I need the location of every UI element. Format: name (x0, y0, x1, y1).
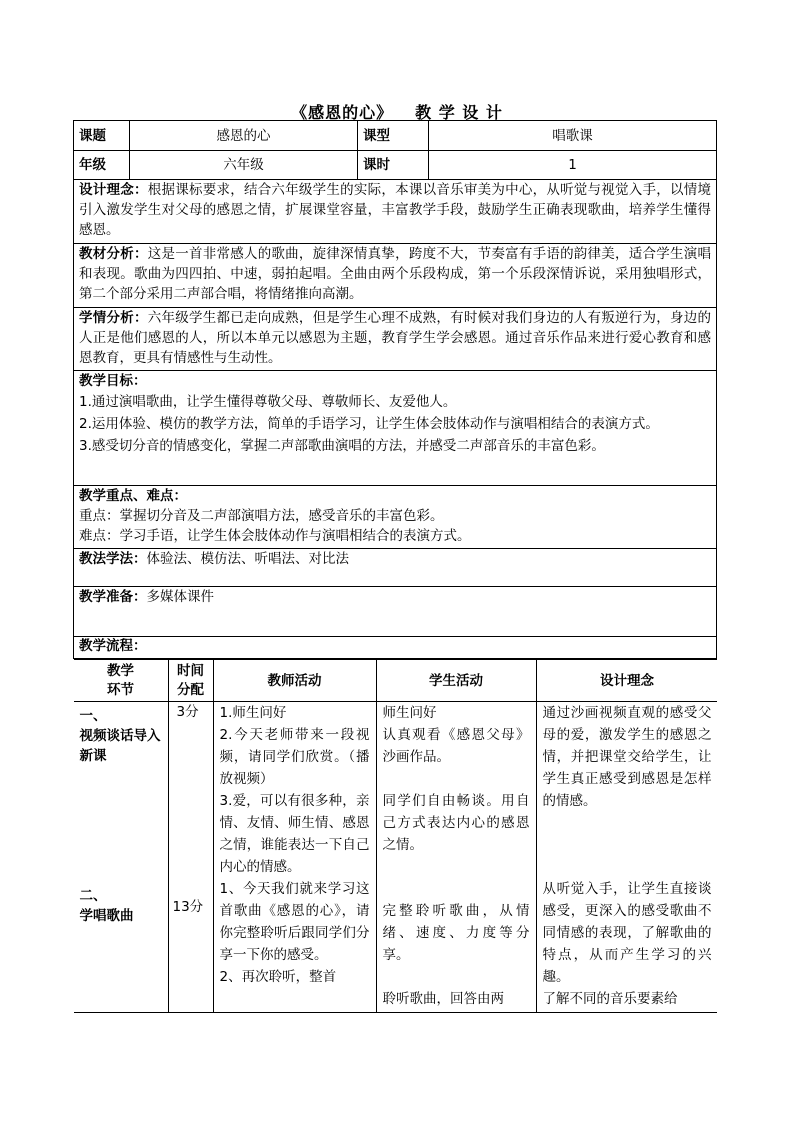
design-concept-label: 设计理念： (79, 182, 148, 198)
process-header-row (74, 660, 717, 702)
info-row-lesson (74, 121, 717, 151)
design-concept-text: 根据课标要求，结合六年级学生的实际，本课以音乐审美为中心，从听觉与视觉入手，以情境引入激发学生对父母的感恩之情，扩展课堂容量，丰富教学手段，鼓励学生正确表现歌曲，培养学生懂得感恩。 (79, 182, 712, 238)
concept-step-3: 了解不同的音乐要素给 (542, 991, 678, 1007)
preparation-cell (74, 587, 717, 637)
preparation-label: 教学准备： (79, 589, 147, 605)
students-row (74, 308, 717, 371)
methods-text: 体验法、模仿法、听唱法、对比法 (146, 551, 349, 567)
period-value: 1 (429, 151, 717, 180)
process-table (74, 659, 717, 1013)
student-analysis-cell (74, 308, 717, 371)
teacher-step-2: 2.今天老师带来一段视频，请同学们欣赏。（播放视频） (219, 727, 370, 787)
key-points-cell (74, 486, 717, 549)
student-step-1: 师生问好 (382, 705, 437, 721)
goal-item-3: 3.感受切分音的情感变化，掌握二声部歌曲演唱的方法，并感受二声部音乐的丰富色彩。 (79, 438, 605, 454)
header-time: 时间 分配 (168, 660, 213, 702)
difficult-point-text: 难点：学习手语，让学生体会肢体动作与演唱相结合的表演方式。 (79, 528, 471, 544)
teacher-activity-cell (213, 702, 376, 1013)
concept-row (74, 180, 717, 244)
lesson-value: 感恩的心 (130, 121, 358, 151)
grade-label: 年级 (74, 151, 130, 180)
teacher-step-4: 1、今天我们就来学习这首歌曲《感恩的心》，请你完整聆听后跟同学们分享一下你的感受。 (219, 881, 370, 963)
stage-2: 二、 学唱歌曲 (79, 888, 134, 924)
process-label-cell (74, 637, 717, 659)
document-title-song: 《感恩的心》 (291, 103, 394, 122)
process-row (74, 659, 717, 1014)
process-content-row (74, 702, 717, 1013)
goal-item-1: 1.通过演唱歌曲，让学生懂得尊敬父母、尊敬师长、友爱他人。 (79, 394, 457, 410)
material-analysis-label: 教材分析： (79, 246, 148, 262)
process-label-row (74, 637, 717, 659)
material-analysis-text: 这是一首非常感人的歌曲，旋律深情真挚，跨度不大，节奏富有手语的韵律美，适合学生演唱和表现。歌曲为四四拍、中速，弱拍起唱。全曲由两个乐段构成，第一个乐段深情诉说，采用独唱形式，第二个部分采用二声部合唱，将情绪推向高潮。 (79, 246, 712, 302)
goal-item-2: 2.运用体验、模仿的教学方法，简单的手语学习，让学生体会肢体动作与演唱相结合的表演方式。 (79, 416, 659, 432)
time-2: 13分 (172, 899, 204, 915)
goals-row (74, 371, 717, 486)
header-stage: 教学 环节 (74, 660, 169, 702)
teacher-step-3: 3.爱，可以有很多种，亲情、友情、师生情、感恩之情，谁能表达一下自己内心的情感。 (219, 793, 370, 875)
methods-cell (74, 549, 717, 587)
key-points-row (74, 486, 717, 549)
teacher-step-1: 1.师生问好 (219, 705, 287, 721)
design-concept-cell (74, 180, 717, 244)
time-1: 3分 (176, 704, 199, 720)
lesson-plan-table (73, 120, 717, 1013)
concept-step-2: 从听觉入手，让学生直接谈感受，更深入的感受歌曲不同情感的表现，了解歌曲的特点，从而产生学习的兴趣。 (542, 881, 712, 985)
student-analysis-text: 六年级学生都已走向成熟，但是学生心理不成熟，有时候对我们身边的人有叛逆行为，身边的人正是他们感恩的人，所以本单元以感恩为主题，教育学生学会感恩。通过音乐作品来进行爱心教育和感恩教育，更具有情感性与生动性。 (79, 310, 712, 366)
process-label: 教学流程： (79, 638, 147, 654)
student-step-4: 完整聆听歌曲，从情绪、速度、力度等分享。 (382, 903, 530, 963)
key-points-label: 教学重点、难点： (79, 488, 187, 504)
lesson-label: 课题 (74, 121, 130, 151)
teaching-goals-cell (74, 371, 717, 486)
material-row (74, 244, 717, 308)
student-analysis-label: 学情分析： (79, 310, 148, 326)
preparation-row (74, 587, 717, 637)
material-analysis-cell (74, 244, 717, 308)
concept-step-1: 通过沙画视频直观的感受父母的爱，激发学生的感恩之情，并把课堂交给学生，让学生真正感受到感恩是怎样的情感。 (542, 705, 712, 809)
student-activity-cell (376, 702, 536, 1013)
student-step-2: 认真观看《感恩父母》沙画作品。 (382, 727, 530, 765)
process-table-holder (74, 659, 717, 1014)
preparation-text: 多媒体课件 (146, 589, 214, 605)
time-cell (168, 702, 213, 1013)
period-label: 课时 (358, 151, 429, 180)
student-step-5: 聆听歌曲，回答由两 (382, 991, 504, 1007)
stage-cell (74, 702, 169, 1013)
methods-row (74, 549, 717, 587)
header-teacher: 教师活动 (213, 660, 376, 702)
teacher-step-5: 2、再次聆听，整首 (219, 969, 337, 985)
key-point-text: 重点：掌握切分音及二声部演唱方法，感受音乐的丰富色彩。 (79, 508, 444, 524)
teaching-goals-label: 教学目标： (79, 373, 147, 389)
grade-value: 六年级 (130, 151, 358, 180)
header-student: 学生活动 (376, 660, 536, 702)
student-step-3: 同学们自由畅谈。用自己方式表达内心的感恩之情。 (382, 793, 530, 853)
document-title-suffix: 教 学 设 计 (415, 103, 503, 122)
stage-1: 一、 视频谈话导入新课 (79, 708, 161, 764)
info-row-grade (74, 151, 717, 180)
type-value: 唱歌课 (429, 121, 717, 151)
methods-label: 教法学法： (79, 551, 147, 567)
design-concept-column (536, 702, 717, 1013)
header-concept: 设计理念 (536, 660, 717, 702)
type-label: 课型 (358, 121, 429, 151)
